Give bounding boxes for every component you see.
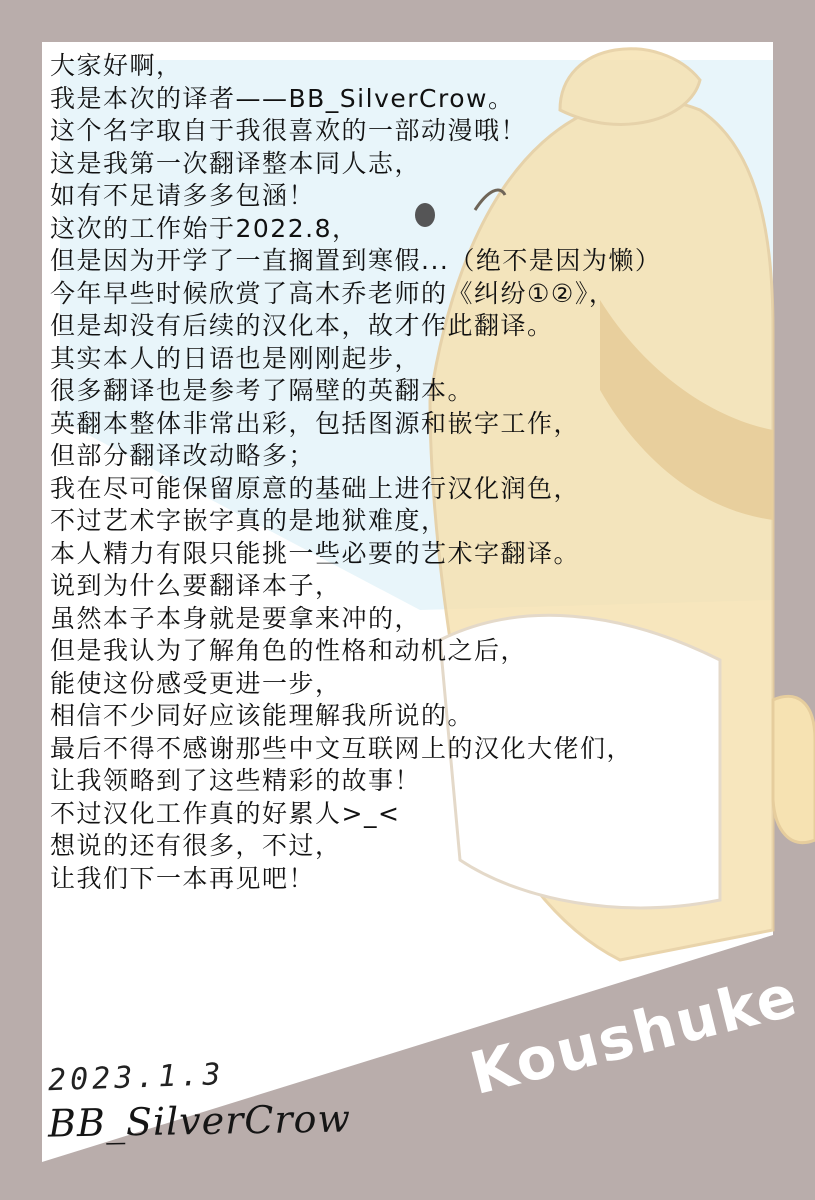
text-line: 不过艺术字嵌字真的是地狱难度， <box>50 506 448 535</box>
text-line: 这次的工作始于2022.8， <box>50 213 359 243</box>
signature-date: 2023.1.3 <box>47 1057 226 1099</box>
text-line: 但是却没有后续的汉化本，故才作此翻译。 <box>50 311 554 340</box>
text-line: 让我领略到了这些精彩的故事！ <box>50 766 422 795</box>
text-line: 其实本人的日语也是刚刚起步， <box>50 343 422 373</box>
signature-name: BB_SilverCrow <box>47 1096 352 1146</box>
text-line: 很多翻译也是参考了隔壁的英翻本。 <box>50 376 475 405</box>
text-line: 虽然本子本身就是要拿来冲的， <box>50 603 422 633</box>
signature <box>47 1057 352 1146</box>
text-line: 本人精力有限只能挑一些必要的艺术字翻译。 <box>50 538 581 568</box>
text-line: 能使这份感受更进一步， <box>50 668 342 698</box>
text-line: 这个名字取自于我很喜欢的一部动漫哦！ <box>50 116 528 145</box>
text-line: 让我们下一本再见吧！ <box>50 863 316 893</box>
text-line: 大家好啊， <box>50 51 183 80</box>
text-line: 但是我认为了解角色的性格和动机之后， <box>50 636 528 665</box>
text-line: 英翻本整体非常出彩，包括图源和嵌字工作， <box>50 408 581 438</box>
text-line: 不过汉化工作真的好累人>_< <box>50 798 401 828</box>
text-line: 这是我第一次翻译整本同人志， <box>50 148 422 178</box>
text-line: 相信不少同好应该能理解我所说的。 <box>50 701 475 730</box>
text-line: 说到为什么要翻译本子， <box>50 571 342 600</box>
text-line: 我是本次的译者——BB_SilverCrow。 <box>50 83 515 113</box>
text-line: 但部分翻译改动略多； <box>50 441 316 470</box>
text-line: 我在尽可能保留原意的基础上进行汉化润色， <box>50 473 581 503</box>
text-line: 如有不足请多多包涵！ <box>50 181 316 210</box>
text-line: 最后不得不感谢那些中文互联网上的汉化大佬们， <box>50 733 634 763</box>
afterword-text <box>50 50 800 895</box>
text-line: 今年早些时候欣赏了高木乔老师的《纠纷①②》， <box>50 278 616 308</box>
text-line: 但是因为开学了一直搁置到寒假...（绝不是因为懒） <box>50 246 662 275</box>
text-line: 想说的还有很多，不过， <box>50 831 342 860</box>
artist-logo: Koushuke <box>463 961 805 1108</box>
